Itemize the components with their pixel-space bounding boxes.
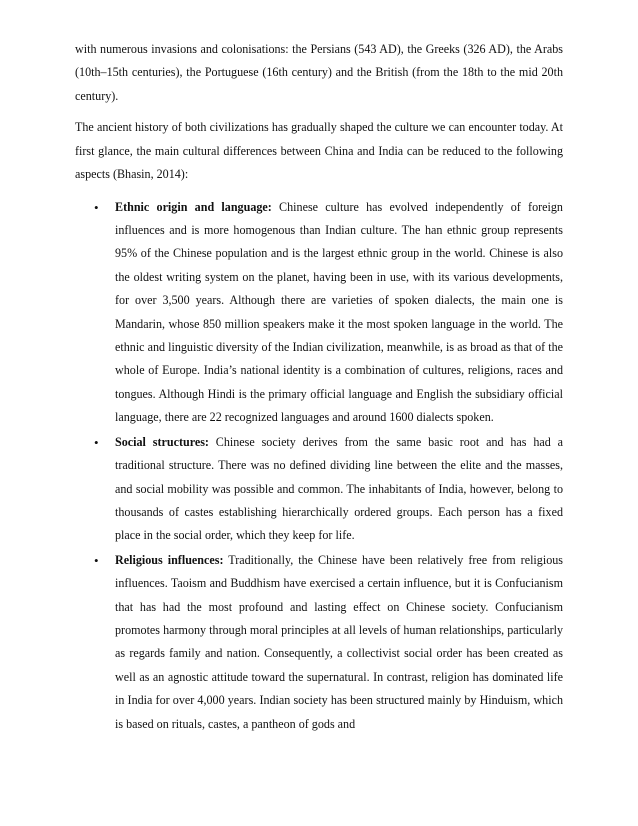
intro-paragraph-continued: with numerous invasions and colonisations: the Persians (543 AD), the Greeks (326 AD), the Arabs (10th–15th centuries), the Portuguese (16th century) and the British (from the 18th to the mid 20th century). <box>75 42 563 103</box>
bullet-item-social-structures <box>75 431 563 548</box>
bullet-icon: • <box>94 552 99 568</box>
intro-paragraph-cultural-differences: The ancient history of both civilizations has gradually shaped the culture we can encounter today. At first glance, the main cultural differences between China and India can be reduced to the following aspects (Bhasin, 2014): <box>75 120 563 182</box>
bullet-icon: • <box>94 199 99 215</box>
bullet-text: Traditionally, the Chinese have been relatively free from religious influences. Taoism and Buddhism have exercised a certain influence, but it is Confucianism that has had the most profound and lasting effect on Chinese society. Confucianism promotes harmony through moral principles at all levels of human relationships, particularly as regards family and nation. Consequently, a collectivist social order has been created as well as an agnostic attitude toward the supernatural. In contrast, religion has dominated life in India for over 4,000 years. Indian society has been structured mainly by Hinduism, which is based on rituals, castes, a pantheon of gods and <box>115 552 563 731</box>
bullet-term: Social structures: <box>115 434 209 449</box>
differences-bullet-list <box>75 196 563 736</box>
bullet-icon: • <box>94 434 99 450</box>
bullet-term: Religious influences: <box>115 552 224 567</box>
bullet-term: Ethnic origin and language: <box>115 199 272 214</box>
bullet-text: Chinese society derives from the same basic root and has had a traditional structure. There was no defined dividing line between the elite and the masses, and social mobility was possible and common. The inhabitants of India, however, belong to thousands of castes establishing hierarchically ordered groups. Each person has a fixed place in the social order, which they keep for life. <box>115 434 563 543</box>
bullet-text: Chinese culture has evolved independently of foreign influences and is more homogenous than Indian culture. The han ethnic group represents 95% of the Chinese population and is the largest ethnic group in the world. Chinese is also the oldest writing system on the planet, having been in use, with its various developments, for over 3,500 years. Although there are varieties of spoken dialects, the main one is Mandarin, whose 850 million speakers make it the most spoken language in the world. The ethnic and linguistic diversity of the Indian civilization, meanwhile, is as broad as that of the whole of Europe. India’s national identity is a combination of cultures, religions, races and tongues. Although Hindi is the primary official language and English the subsidiary official language, there are 22 recognized languages and around 1600 dialects spoken. <box>115 199 563 425</box>
bullet-item-religious-influences <box>75 549 563 736</box>
bullet-item-ethnic-origin <box>75 196 563 430</box>
document-page <box>75 38 563 736</box>
